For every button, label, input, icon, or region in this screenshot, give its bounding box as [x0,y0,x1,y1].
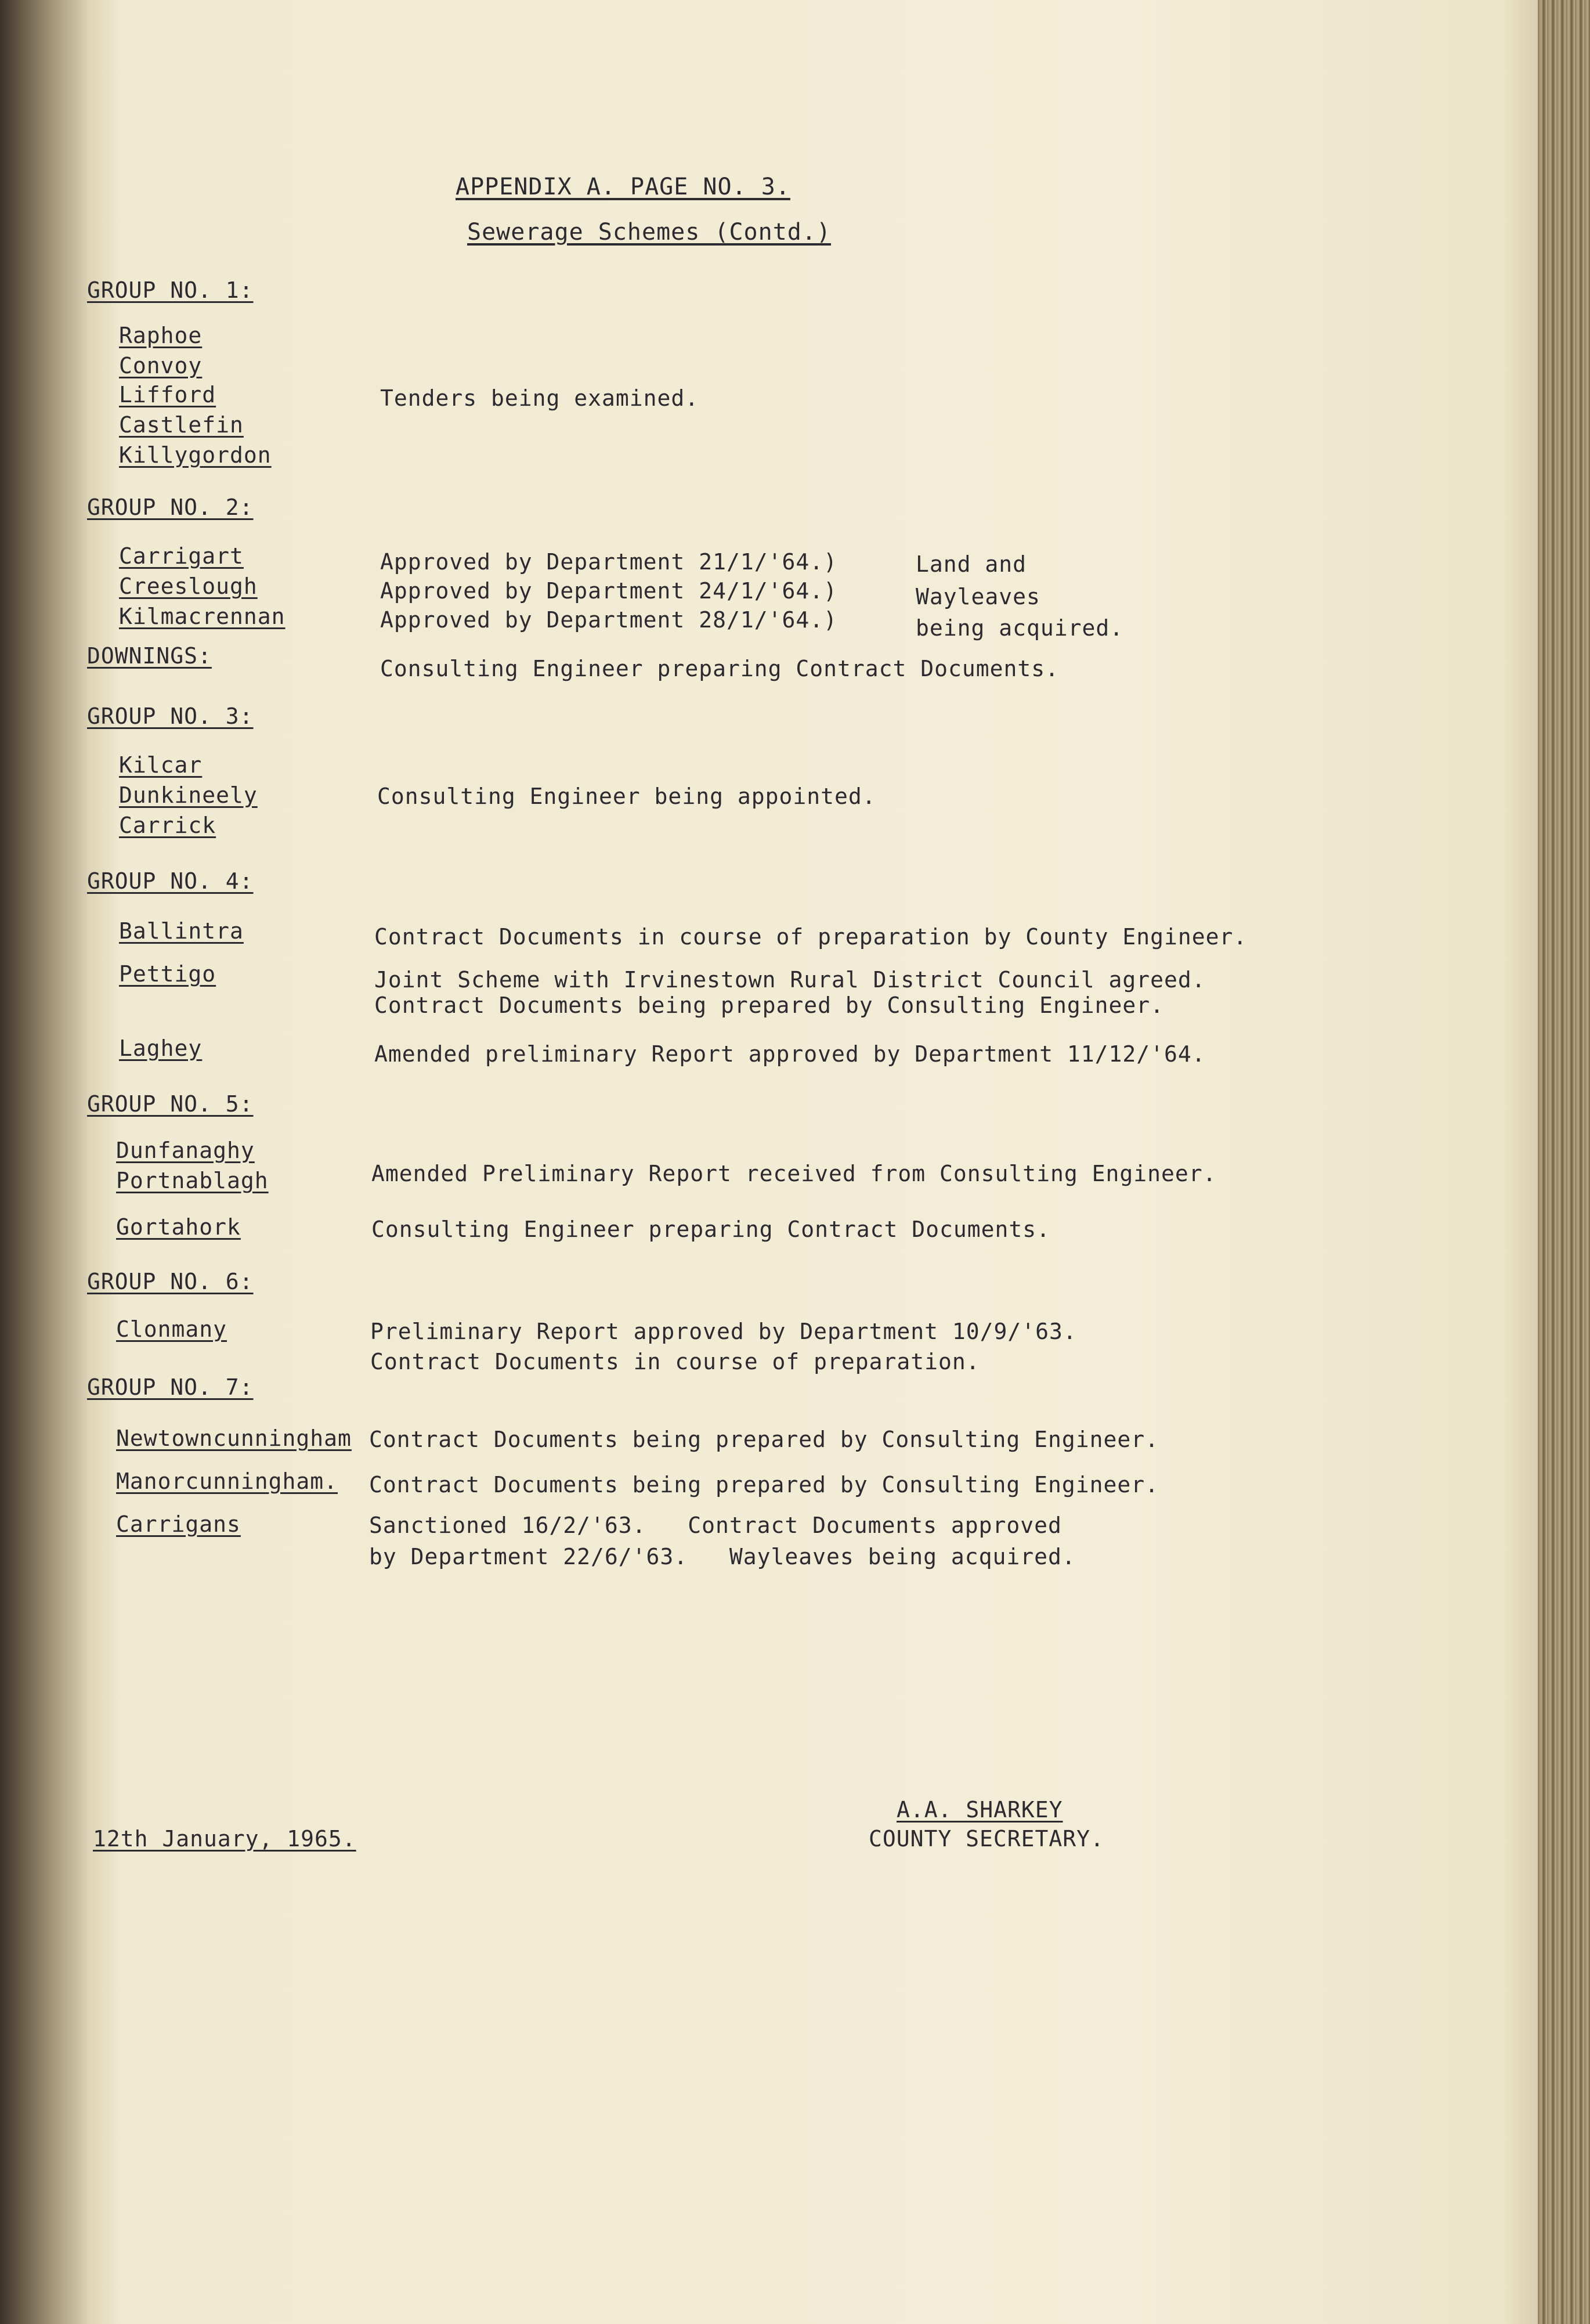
status-note: Approved by Department 24/1/'64.) [380,578,837,604]
place-name: Laghey [119,1035,203,1061]
place-name: Carrick [119,813,216,838]
place-name: Dunkineely [119,782,258,808]
group-heading: GROUP NO. 4: [87,868,254,894]
group-heading: GROUP NO. 5: [87,1091,254,1117]
place-name: Manorcunningham. [116,1468,338,1494]
group-heading: GROUP NO. 1: [87,277,254,303]
status-note: Approved by Department 21/1/'64.) [380,549,837,575]
side-note: Land and [916,551,1027,577]
place-name: Carrigart [119,543,244,569]
place-name: Gortahork [116,1214,241,1240]
status-note: Amended preliminary Report approved by Department 11/12/'64. [374,1041,1206,1067]
status-note: Contract Documents being prepared by Consulting Engineer. [374,993,1165,1018]
status-note: Preliminary Report approved by Department 10/9/'63. [370,1319,1077,1344]
place-name: Portnablagh [116,1168,269,1193]
side-note: being acquired. [916,615,1124,641]
status-note: by Department 22/6/'63. Wayleaves being acquired. [369,1544,1076,1569]
status-note: Approved by Department 28/1/'64.) [380,607,837,633]
group-heading: GROUP NO. 6: [87,1269,254,1294]
group-heading: GROUP NO. 2: [87,495,254,520]
place-name: Clonmany [116,1316,227,1342]
status-note: Joint Scheme with Irvinestown Rural District Council agreed. [374,967,1206,993]
place-name: Pettigo [119,961,216,987]
status-note: Consulting Engineer being appointed. [377,784,876,809]
place-name: Creeslough [119,573,258,599]
status-note: Amended Preliminary Report received from Consulting Engineer. [371,1161,1217,1186]
group-heading: GROUP NO. 3: [87,703,254,729]
place-name: Newtowncunningham [116,1426,352,1451]
book-binding [0,0,87,2324]
place-name: Carrigans [116,1511,241,1537]
place-name: Ballintra [119,918,244,944]
place-name: Convoy [119,353,203,378]
place-name: Castlefin [119,412,244,438]
status-note: Contract Documents in course of preparation. [370,1349,980,1374]
side-note: Wayleaves [916,584,1040,609]
sub-heading: DOWNINGS: [87,643,212,669]
status-note: Consulting Engineer preparing Contract Documents. [380,656,1060,681]
status-note: Contract Documents being prepared by Consulting Engineer. [369,1472,1159,1497]
page-stack-edge [1538,0,1590,2324]
signatory-position: COUNTY SECRETARY. [869,1826,1104,1852]
status-note: Sanctioned 16/2/'63. Contract Documents approved [369,1513,1062,1538]
appendix-subtitle: Sewerage Schemes (Contd.) [467,219,832,246]
status-note: Tenders being examined. [380,385,699,411]
status-note: Contract Documents being prepared by Consulting Engineer. [369,1427,1159,1452]
place-name: Dunfanaghy [116,1138,255,1163]
place-name: Lifford [119,382,216,407]
document-date: 12th January, 1965. [93,1826,356,1852]
status-note: Contract Documents in course of preparation by County Engineer. [374,924,1248,950]
group-heading: GROUP NO. 7: [87,1374,254,1400]
signatory-name: A.A. SHARKEY [897,1797,1063,1823]
place-name: Killygordon [119,442,272,468]
status-note: Consulting Engineer preparing Contract Documents. [371,1217,1051,1242]
appendix-title: APPENDIX A. PAGE NO. 3. [456,174,790,200]
place-name: Raphoe [119,323,203,348]
place-name: Kilcar [119,752,203,778]
place-name: Kilmacrennan [119,604,286,629]
